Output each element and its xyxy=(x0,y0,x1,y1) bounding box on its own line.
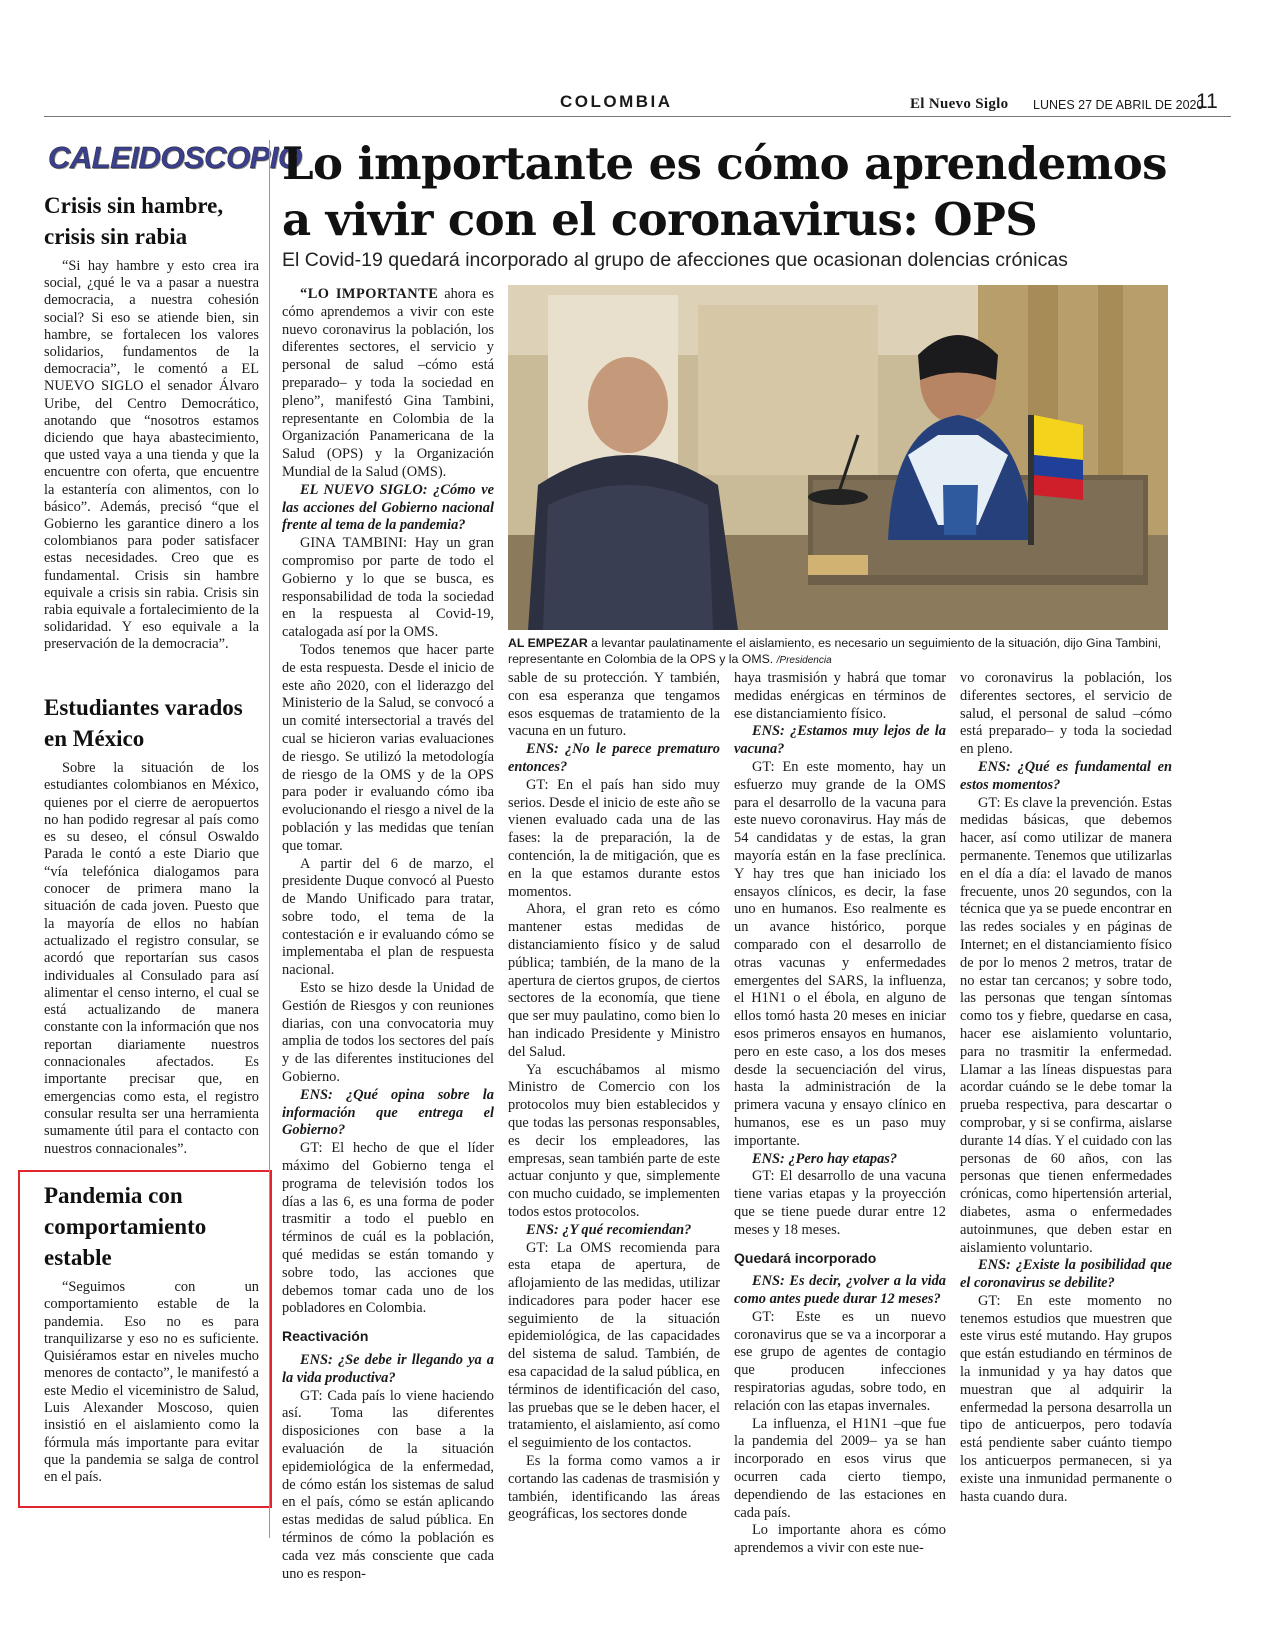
page-number: 11 xyxy=(1196,90,1218,113)
article-paragraph: GT: El desarrollo de una vacuna tiene varias etapas y la proyección que se tiene puede durar entre 12 meses y 18 meses. xyxy=(734,1168,946,1238)
interview-question: ENS: ¿Se debe ir llegando ya a la vida productiva? xyxy=(282,1352,494,1386)
article-paragraph: GT: Este es un nuevo coronavirus que se va a incorporar a ese grupo de agentes de contagio que producen infecciones respiratorias agudas, sobre todo, en relación con las etapas invernales. xyxy=(734,1308,946,1414)
sidebar-title-1: Crisis sin hambre, crisis sin rabia xyxy=(44,193,224,249)
article-paragraph: GT: El hecho de que el líder máximo del Gobierno tenga el programa de televisión todos los días a las 6, es una forma de poder trasmitir a todo el pueblo en términos de cuál es la población, qué medidas se están tomando y sobre todo, las acciones que debemos tomar cada uno de los pobladores en Colombia. xyxy=(282,1140,494,1317)
lead-text: ahora es cómo aprendemos a vivir con este nuevo coronavirus la población, los diferentes sectores, el servicio y personal de salud –cómo está preparado– y toda la sociedad en pleno”, manifestó Gina Tambini, representante en Colombia de la Organización Panamericana de la Salud (OPS) y la Organización Mundial de la Salud (OMS). xyxy=(282,286,494,480)
sidebar-story-1 xyxy=(44,190,259,654)
article-photo xyxy=(508,285,1168,630)
interview-question: ENS: ¿No le parece prematuro entonces? xyxy=(508,741,720,775)
sidebar-text-3: “Seguimos con un comportamiento estable de la pandemia. Eso no es para tranquilizarse y eso no es suficiente. Quisiéramos estar en niveles mucho menores de contacto”, le manifestó a este Medio el viceministro de Salud, Luis Alexander Moscoso, quien insistió en el aislamiento como la fórmula más importante para evitar que la pandemia se salga de control en el país. xyxy=(44,1279,259,1486)
interview-question: ENS: ¿Estamos muy lejos de la vacuna? xyxy=(734,723,946,758)
photo-credit: /Presidencia xyxy=(776,654,832,666)
interview-question: ENS: ¿Pero hay etapas? xyxy=(752,1150,898,1167)
article-paragraph: sable de su protección. Y también, con esa esperanza que tengamos esos esquemas de tratamiento de la vacuna en un futuro. xyxy=(508,670,720,740)
article-column-4 xyxy=(960,670,1172,1532)
caption-text: a levantar paulatinamente el aislamiento, es necesario un seguimiento de la situación, dijo Gina Tambini, representante en Colombia de la OPS y la OMS. xyxy=(508,636,1162,666)
article-paragraph: A partir del 6 de marzo, el presidente Duque convocó al Puesto de Mando Unificado para tratar, sobre todo, el tema de la contestación e ir evaluando cómo se implementaba el plan de respuesta nacional. xyxy=(282,855,494,979)
section-label: COLOMBIA xyxy=(560,92,673,111)
subheading: Reactivación xyxy=(282,1328,369,1345)
article-paragraph: GINA TAMBINI: Hay un gran compromiso por parte de todo el Gobierno y lo que se busca, es responsabilidad de toda la sociedad en la respuesta al Covid-19, catalogada así por la OMS. xyxy=(282,535,494,641)
interview-question: ENS: ¿Qué es fundamental en estos momentos? xyxy=(960,758,1172,793)
meeting-photo-illustration xyxy=(508,285,1168,630)
interview-question: ENS: ¿Y qué recomiendan? xyxy=(526,1221,692,1238)
caption-lead: AL EMPEZAR xyxy=(508,636,588,650)
article-paragraph: La influenza, el H1N1 –que fue la pandemia del 2009– ya se han incorporado en esos virus que ocurren cada cierto tiempo, dependiendo de las estaciones en cada país. xyxy=(734,1415,946,1521)
sidebar-kicker: CALEIDOSCOPIO xyxy=(48,140,302,175)
article-paragraph: GT: En el país han sido muy serios. Desde el inicio de este año se vienen evaluado cada una de las fases: la de preparación, la de contención, la de mitigación, que es en la que estamos durante estos momentos. xyxy=(508,776,720,900)
article-paragraph xyxy=(282,286,494,482)
article-paragraph: GT: Cada país lo viene haciendo así. Toma las diferentes disposiciones con base a la evaluación de la situación epidemiológica de la enfermedad, de cómo están los sistemas de salud en el país, cómo se están aplicando estas medidas de salud pública. En términos de cómo la población es cada vez más consciente que cada uno es respon- xyxy=(282,1387,494,1582)
article-paragraph: vo coronavirus la población, los diferentes sectores, el servicio de salud, el personal de salud –cómo está preparado– y toda la sociedad en pleno. xyxy=(960,670,1172,758)
sidebar-title-2: Estudiantes varados en México xyxy=(44,695,243,751)
subheading: Quedará incorporado xyxy=(734,1249,877,1266)
deck: El Covid-19 quedará incorporado al grupo de afecciones que ocasionan dolencias crónicas xyxy=(282,249,1068,271)
article-paragraph: GT: La OMS recomienda para esta etapa de apertura, de aflojamiento de las medidas, utilizar indicadores para poder hacer ese seguimiento de la situación epidemiológica, de las capacidades del sistema de salud. También, de esa capacidad de la salud pública, en términos de identificación del caso, las pruebas que se le deben hacer, el tratamiento, el aislamiento, así como el seguimiento de los contactos. xyxy=(508,1239,720,1452)
article-paragraph: Todos tenemos que hacer parte de esta respuesta. Desde el inicio de este año 2020, con el liderazgo del Ministerio de la Salud, se convocó a un comité intersectorial a través del cual se hicieron varias evaluaciones de riesgo. Se utilizó la metodología de riesgo de la OMS y de la OPS para poder ir evaluando cómo iba evolucionando el riesgo a nivel de la población y las medidas que tenían que tomar. xyxy=(282,641,494,854)
article-paragraph: haya trasmisión y habrá que tomar medidas enérgicas en términos de ese distanciamiento físico. xyxy=(734,670,946,722)
sidebar-story-2 xyxy=(44,692,259,1158)
interview-question: ENS: ¿Qué opina sobre la información que entrega el Gobierno? xyxy=(282,1086,494,1139)
article-paragraph: GT: En este momento, hay un esfuerzo muy grande de la OMS para el desarrollo de la vacuna para este nuevo coronavirus. Hay más de 54 candidatas y de estas, la gran mayoría están en la fase preclínica. Y hay tres que han iniciado los ensayos clínicos, es decir, la fase uno en humanos. Eso realmente es un avance histórico, porque comparado con el desarrollo de otras vacunas y enfermedades emergentes del SARS, la influenza, el H1N1 o el ébola, en alguno de ellos tomó hasta 20 meses en iniciar esos primeros ensayos en humanos, pero en este caso, a los dos meses desde la secuenciación del virus, hasta la administración de la primera vacuna y ensayo clínico en humanos, ese es un paso muy importante. xyxy=(734,758,946,1149)
article-paragraph: Es la forma como vamos a ir cortando las cadenas de trasmisión y también, identificando las áreas geográficas, los sectores donde xyxy=(508,1453,720,1523)
highlight-box xyxy=(18,1170,272,1508)
article-paragraph: Ya escuchábamos al mismo Ministro de Comercio con los protocolos muy bien establecidos y que todas las personas responsables, es decir los empleadores, las empresas, sean también parte de este actuar conjunto y que, simplemente con mucho cuidado, se implementen todos estos protocolos. xyxy=(508,1061,720,1220)
column-divider xyxy=(269,140,270,1538)
lead-in: “LO IMPORTANTE xyxy=(300,286,439,302)
header-rule xyxy=(44,116,1231,117)
publication-name: El Nuevo Siglo xyxy=(910,96,1009,112)
interview-question: EL NUEVO SIGLO: ¿Cómo ve las acciones del Gobierno nacional frente al tema de la pandemia? xyxy=(282,481,494,534)
sidebar-title-3: Pandemia con comportamiento estable xyxy=(44,1183,207,1270)
article-paragraph: Ahora, el gran reto es cómo mantener estas medidas de distanciamiento físico y de salud pública; también, de la mano de la apertura de ciertos grupos, de ciertos sectores de la economía, que tiene que ser muy paulatino, como bien lo han indicado Presidente y Ministro del Salud. xyxy=(508,901,720,1060)
article-column-2 xyxy=(508,670,720,1532)
headline: Lo importante es cómo aprendemos a vivir con el coronavirus: OPS xyxy=(282,137,1167,246)
article-column-1 xyxy=(282,286,494,1582)
issue-date: LUNES 27 DE ABRIL DE 2020 xyxy=(1033,98,1204,112)
article-column-3 xyxy=(734,670,946,1557)
article-paragraph: Esto se hizo desde la Unidad de Gestión de Riesgos y con reuniones diarias, con una convocatoria muy amplia de todos los sectores del país y de las diferentes instituciones del Gobierno. xyxy=(282,980,494,1086)
sidebar-text-2: Sobre la situación de los estudiantes colombianos en México, quienes por el cierre de aeropuertos no han podido regresar al país como es su deseo, el cónsul Oswaldo Parada le contó a este Diario que “vía telefónica dialogamos para conocer de primera mano la situación de cada joven. Puesto que la mayoría de ellos no habían actualizado el registro consular, se acordó que reportarían sus casos individuales al Consulado para así alimentar el censo interno, el cual se está actualizando de manera constante con la información que nos reportan diariamente nuestros connacionales afectados. Es importante precisar que, en emergencias como esta, el registro consular resulta ser una herramienta sumamente útil para el contacto con nuestros connacionales”. xyxy=(44,760,259,1157)
article-paragraph: Lo importante ahora es cómo aprendemos a vivir con este nue- xyxy=(734,1522,946,1557)
article-paragraph: GT: En este momento no tenemos estudios que muestren que este virus esté mutando. Hay grupos que están estudiando en términos de la inmunidad y ya hay datos que muestran que al adquirir la enfermedad la persona desarrolla un tipo de anticuerpos, pero todavía está pendiente saber cuánto tiempo los anticuerpos permanecen, si ya existe una inmunidad permanente o hasta cuando dura. xyxy=(960,1292,1172,1505)
photo-caption xyxy=(508,636,1172,668)
article-paragraph: GT: Es clave la prevención. Estas medidas básicas, que debemos hacer, así como utilizar de manera permanente. Tenemos que utilizarlas en el día a día: el lavado de manos frecuente, unos 20 segundos, con la técnica que ya se puede encontrar en las redes sociales y en páginas de Internet; en el distanciamiento físico de por lo menos 2 metros, tratar de no estar tan cercanos; y sobre todo, las personas que tengan síntomas como tos y fiebre, quedarse en casa, hacer ese aislamiento voluntario, para no trasmitir la enfermedad. Llamar a las líneas dispuestas para acordar cuándo se le debe tomar la prueba respectiva, para descartar o comprobar, y si se confirma, aislarse durante 14 días. Y el cuidado con las personas de 60 años, con las personas que tienen enfermedades crónicas, como hipertensión arterial, diabetes, asma o enfermedades autoinmunes, que deben estar en aislamiento voluntario. xyxy=(960,794,1172,1256)
sidebar-text-1: “Si hay hambre y esto crea ira social, ¿qué le va a pasar a nuestra democracia, a nuestra cohesión social? Si eso se atiende bien, sin hambre, se fortalecen los valores solidarios, fundamentos de la democracia”, le comentó a EL NUEVO SIGLO el senador Álvaro Uribe, del Centro Democrático, anotando que “nosotros estamos diciendo que haya abastecimiento, que usted vaya a una tienda y que la encuentre con oferta, que encuentre la estantería con alimentos, con lo básico”. Además, precisó “que el Gobierno les garantice dinero a los colombianos para poder satisfacer estas necesidades. Creo que es fundamental. Crisis sin hambre equivale a crisis sin rabia. Crisis sin rabia equivale a fortalecimiento de la solidaridad. Y eso equivale a la preservación de la democracia”. xyxy=(44,258,259,653)
interview-question: ENS: Es decir, ¿volver a la vida como antes puede durar 12 meses? xyxy=(734,1273,946,1308)
interview-question: ENS: ¿Existe la posibilidad que el coronavirus se debilite? xyxy=(960,1257,1172,1292)
